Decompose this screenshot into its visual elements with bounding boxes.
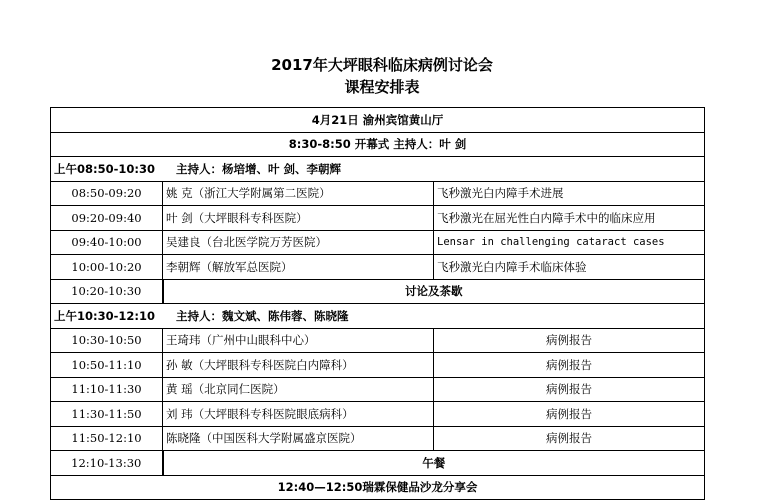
opening-cell: 8:30-8:50 开幕式 主持人：叶 剑 bbox=[51, 132, 705, 157]
session-hosts: 主持人：杨培增、叶 剑、李朝辉 bbox=[176, 161, 342, 176]
session-hosts: 主持人：魏文斌、陈伟蓉、陈晓隆 bbox=[176, 308, 349, 323]
session-header-cell bbox=[51, 304, 705, 329]
schedule-table bbox=[50, 107, 705, 500]
session-time: 上午10:30-12:10 bbox=[54, 308, 155, 323]
session-header-cell bbox=[51, 157, 705, 182]
talk-topic: 病例报告 bbox=[434, 328, 705, 353]
talk-topic: 飞秒激光白内障手术进展 bbox=[434, 181, 705, 206]
table-row bbox=[51, 426, 705, 451]
table-row bbox=[51, 181, 705, 206]
venue-row bbox=[51, 108, 705, 133]
talk-time: 10:00-10:20 bbox=[51, 255, 163, 280]
talk-time: 08:50-09:20 bbox=[51, 181, 163, 206]
table-row bbox=[51, 328, 705, 353]
talk-time: 11:30-11:50 bbox=[51, 402, 163, 427]
opening-row bbox=[51, 132, 705, 157]
break-time: 10:20-10:30 bbox=[51, 279, 163, 304]
table-row bbox=[51, 255, 705, 280]
talk-topic: 病例报告 bbox=[434, 353, 705, 378]
talk-topic: 飞秒激光在屈光性白内障手术中的临床应用 bbox=[434, 206, 705, 231]
lunch-row bbox=[51, 451, 705, 476]
talk-speaker: 李朝辉（解放军总医院） bbox=[163, 255, 434, 280]
talk-topic: 病例报告 bbox=[434, 426, 705, 451]
talk-time: 11:10-11:30 bbox=[51, 377, 163, 402]
salon-cell: 12:40—12:50瑞霖保健品沙龙分享会 bbox=[51, 475, 705, 500]
table-row bbox=[51, 353, 705, 378]
talk-speaker: 陈晓隆（中国医科大学附属盛京医院） bbox=[163, 426, 434, 451]
talk-speaker: 姚 克（浙江大学附属第二医院） bbox=[163, 181, 434, 206]
lunch-time: 12:10-13:30 bbox=[51, 451, 163, 476]
talk-speaker: 黄 瑶（北京同仁医院） bbox=[163, 377, 434, 402]
talk-speaker: 叶 剑（大坪眼科专科医院） bbox=[163, 206, 434, 231]
talk-time: 11:50-12:10 bbox=[51, 426, 163, 451]
talk-speaker: 刘 玮（大坪眼科专科医院眼底病科） bbox=[163, 402, 434, 427]
salon-row bbox=[51, 475, 705, 500]
talk-speaker: 孙 敏（大坪眼科专科医院白内障科） bbox=[163, 353, 434, 378]
talk-topic: Lensar in challenging cataract cases bbox=[434, 230, 705, 255]
talk-topic: 病例报告 bbox=[434, 402, 705, 427]
session-time: 上午08:50-10:30 bbox=[54, 161, 155, 176]
document-title: 2017年大坪眼科临床病例讨论会 bbox=[271, 56, 493, 74]
talk-topic: 飞秒激光白内障手术临床体验 bbox=[434, 255, 705, 280]
session-header-row bbox=[51, 304, 705, 329]
talk-time: 09:40-10:00 bbox=[51, 230, 163, 255]
break-row bbox=[51, 279, 705, 304]
venue-cell: 4月21日 渝州宾馆黄山厅 bbox=[51, 108, 705, 133]
talk-speaker: 吴建良（台北医学院万芳医院） bbox=[163, 230, 434, 255]
talk-topic: 病例报告 bbox=[434, 377, 705, 402]
talk-time: 09:20-09:40 bbox=[51, 206, 163, 231]
table-row bbox=[51, 230, 705, 255]
break-label: 讨论及茶歇 bbox=[163, 279, 705, 304]
document-subtitle: 课程安排表 bbox=[344, 78, 420, 96]
session-header-row bbox=[51, 157, 705, 182]
talk-time: 10:50-11:10 bbox=[51, 353, 163, 378]
talk-speaker: 王琦玮（广州中山眼科中心） bbox=[163, 328, 434, 353]
table-row bbox=[51, 402, 705, 427]
lunch-label: 午餐 bbox=[163, 451, 705, 476]
table-row bbox=[51, 377, 705, 402]
talk-time: 10:30-10:50 bbox=[51, 328, 163, 353]
table-row bbox=[51, 206, 705, 231]
